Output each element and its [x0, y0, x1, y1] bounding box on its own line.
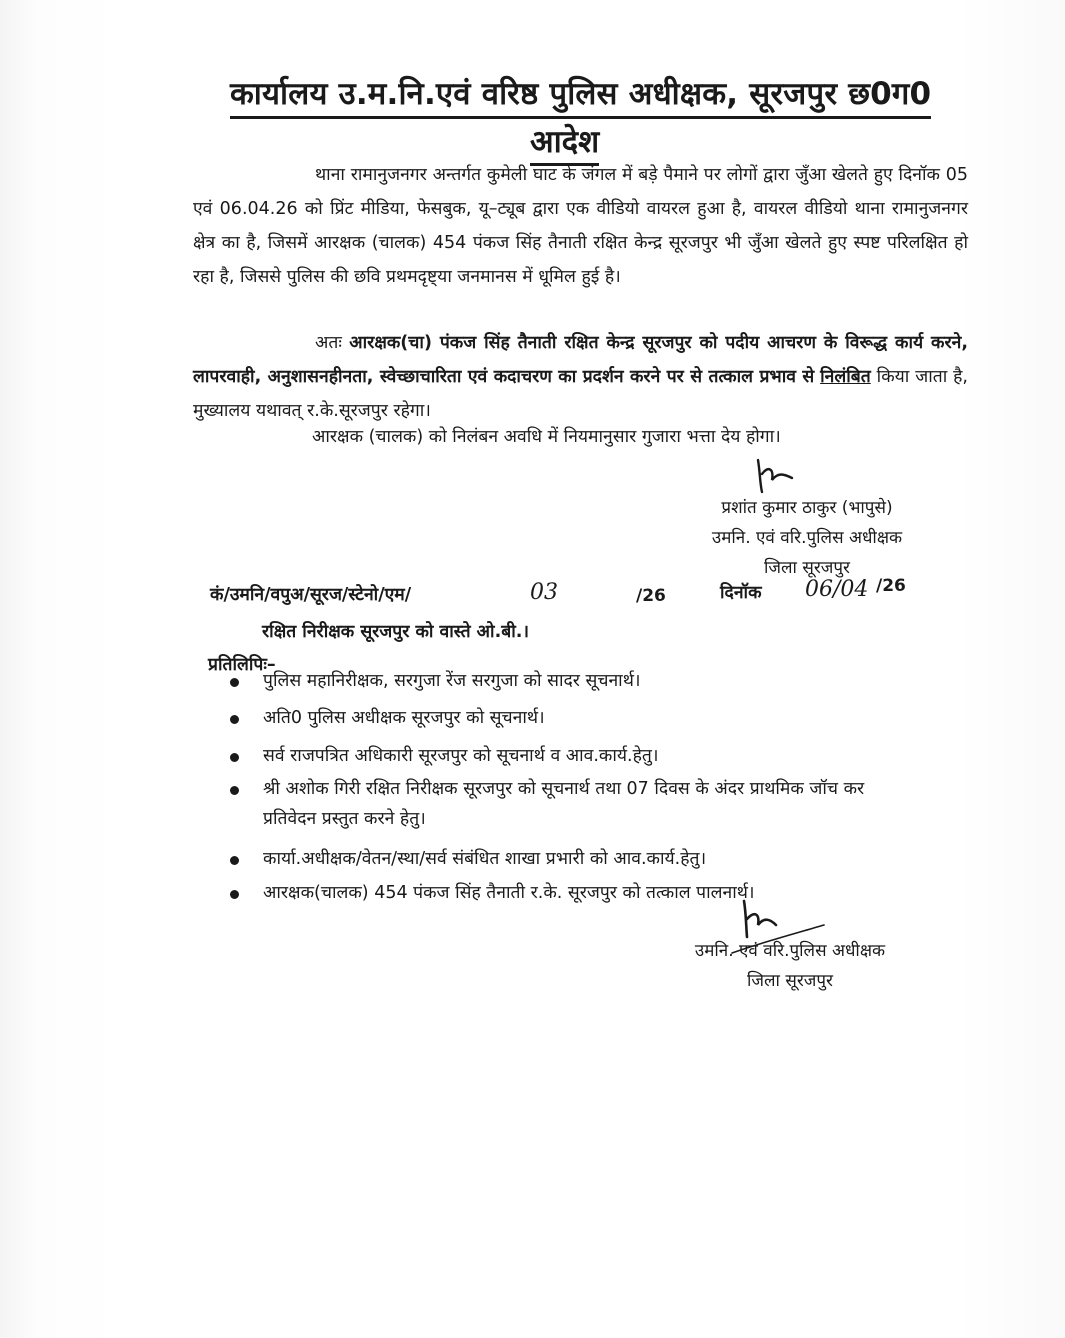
- signature-block-2: [660, 936, 920, 996]
- order-paragraph-3: आरक्षक (चालक) को निलंबन अवधि में नियमानुसार गुजारा भत्ता देय होगा।: [312, 427, 781, 447]
- date-label: दिनॉक: [720, 583, 762, 603]
- list-item: सर्व राजपत्रित अधिकारी सूरजपुर को सूचनार्थ व आव.कार्य.हेतु।: [230, 741, 659, 771]
- bullet-icon: [230, 678, 239, 687]
- para2-rest: किया जाता है, मुख्यालय यथावत् र.के.सूरजपुर रहेगा।: [193, 367, 968, 421]
- signatory-name: प्रशांत कुमार ठाकुर (भापुसे): [721, 498, 893, 518]
- order-paragraph-1: थाना रामानुजनगर अन्तर्गत कुमेली घाट के जंगल में बड़े पैमाने पर लोगों द्वारा जुँआ खेलते हुए दिनॉक 05 एवं 06.04.26 को प्रिंट मीडिया, फेसबुक, यू–ट्यूब द्वारा एक वीडियो वायरल हुआ है, वायरल वीडियो थाना रामानुजनगर क्षेत्र का है, जिसमें आरक्षक (चालक) 454 पंकज सिंह तैनाती रक्षित केन्द्र सूरजपुर भी जुँआ खेलते हुए स्पष्ट परिलक्षित हो रहा है, जिससे पुलिस की छवि प्रथमदृष्ट्या जनमानस में धूमिल हुई है।: [193, 165, 968, 287]
- reference-number-handwritten: 03: [530, 580, 558, 605]
- reference-year: /26: [636, 586, 666, 606]
- bullet-icon: [230, 715, 239, 724]
- list-item: आरक्षक(चालक) 454 पंकज सिंह तैनाती र.के. सूरजपुर को तत्काल पालनार्थ।: [230, 878, 755, 908]
- list-item: कार्या.अधीक्षक/वेतन/स्था/सर्व संबंधित शाखा प्रभारी को आव.कार्य.हेतु।: [230, 844, 706, 874]
- bullet-icon: [230, 856, 239, 865]
- signature-block-1: [682, 493, 932, 583]
- list-item: अति0 पुलिस अधीक्षक सूरजपुर को सूचनार्थ।: [230, 703, 545, 733]
- office-title: कार्यालय उ.म.नि.एवं वरिष्ठ पुलिस अधीक्षक, सूरजपुर छ0ग0: [230, 72, 931, 119]
- para2-bold-text: आरक्षक(चा) पंकज सिंह तैनाती रक्षित केन्द्र सूरजपुर को पदीय आचरण के विरूद्ध कार्य करने, लापरवाही, अनुशासनहीनता, स्वेच्छाचारिता एवं कदाचरण का प्रदर्शन करने पर से तत्काल प्रभाव से: [193, 333, 968, 387]
- signatory-district: जिला सूरजपुर: [763, 558, 851, 578]
- para2-intro: अतः: [315, 333, 342, 353]
- bullet-icon: [230, 786, 239, 795]
- reference-number: कं/उमनि/वपुअ/सूरज/स्टेनो/एम/: [210, 585, 412, 605]
- list-item: श्री अशोक गिरी रक्षित निरीक्षक सूरजपुर को सूचनार्थ तथा 07 दिवस के अंदर प्राथमिक जॉच कर प्रतिवेदन प्रस्तुत करने हेतु।: [230, 774, 920, 834]
- list-item: पुलिस महानिरीक्षक, सरगुजा रेंज सरगुजा को सादर सूचनार्थ।: [230, 666, 641, 696]
- order-heading: आदेश: [530, 120, 599, 166]
- signatory-designation: उमनि. एवं वरि.पुलिस अधीक्षक: [694, 941, 886, 961]
- bullet-icon: [230, 890, 239, 899]
- ob-line: रक्षित निरीक्षक सूरजपुर को वास्ते ओ.बी.।: [262, 622, 530, 642]
- order-paragraph-2: [193, 326, 968, 428]
- suspended-word: निलंबित: [820, 367, 871, 387]
- date-year: /26: [876, 576, 906, 596]
- signatory-designation: उमनि. एवं वरि.पुलिस अधीक्षक: [711, 528, 903, 548]
- copy-to-heading: प्रतिलिपिः–: [208, 655, 276, 675]
- date-handwritten: 06/04: [805, 577, 869, 602]
- signatory-district: जिला सूरजपुर: [746, 971, 834, 991]
- bullet-icon: [230, 753, 239, 762]
